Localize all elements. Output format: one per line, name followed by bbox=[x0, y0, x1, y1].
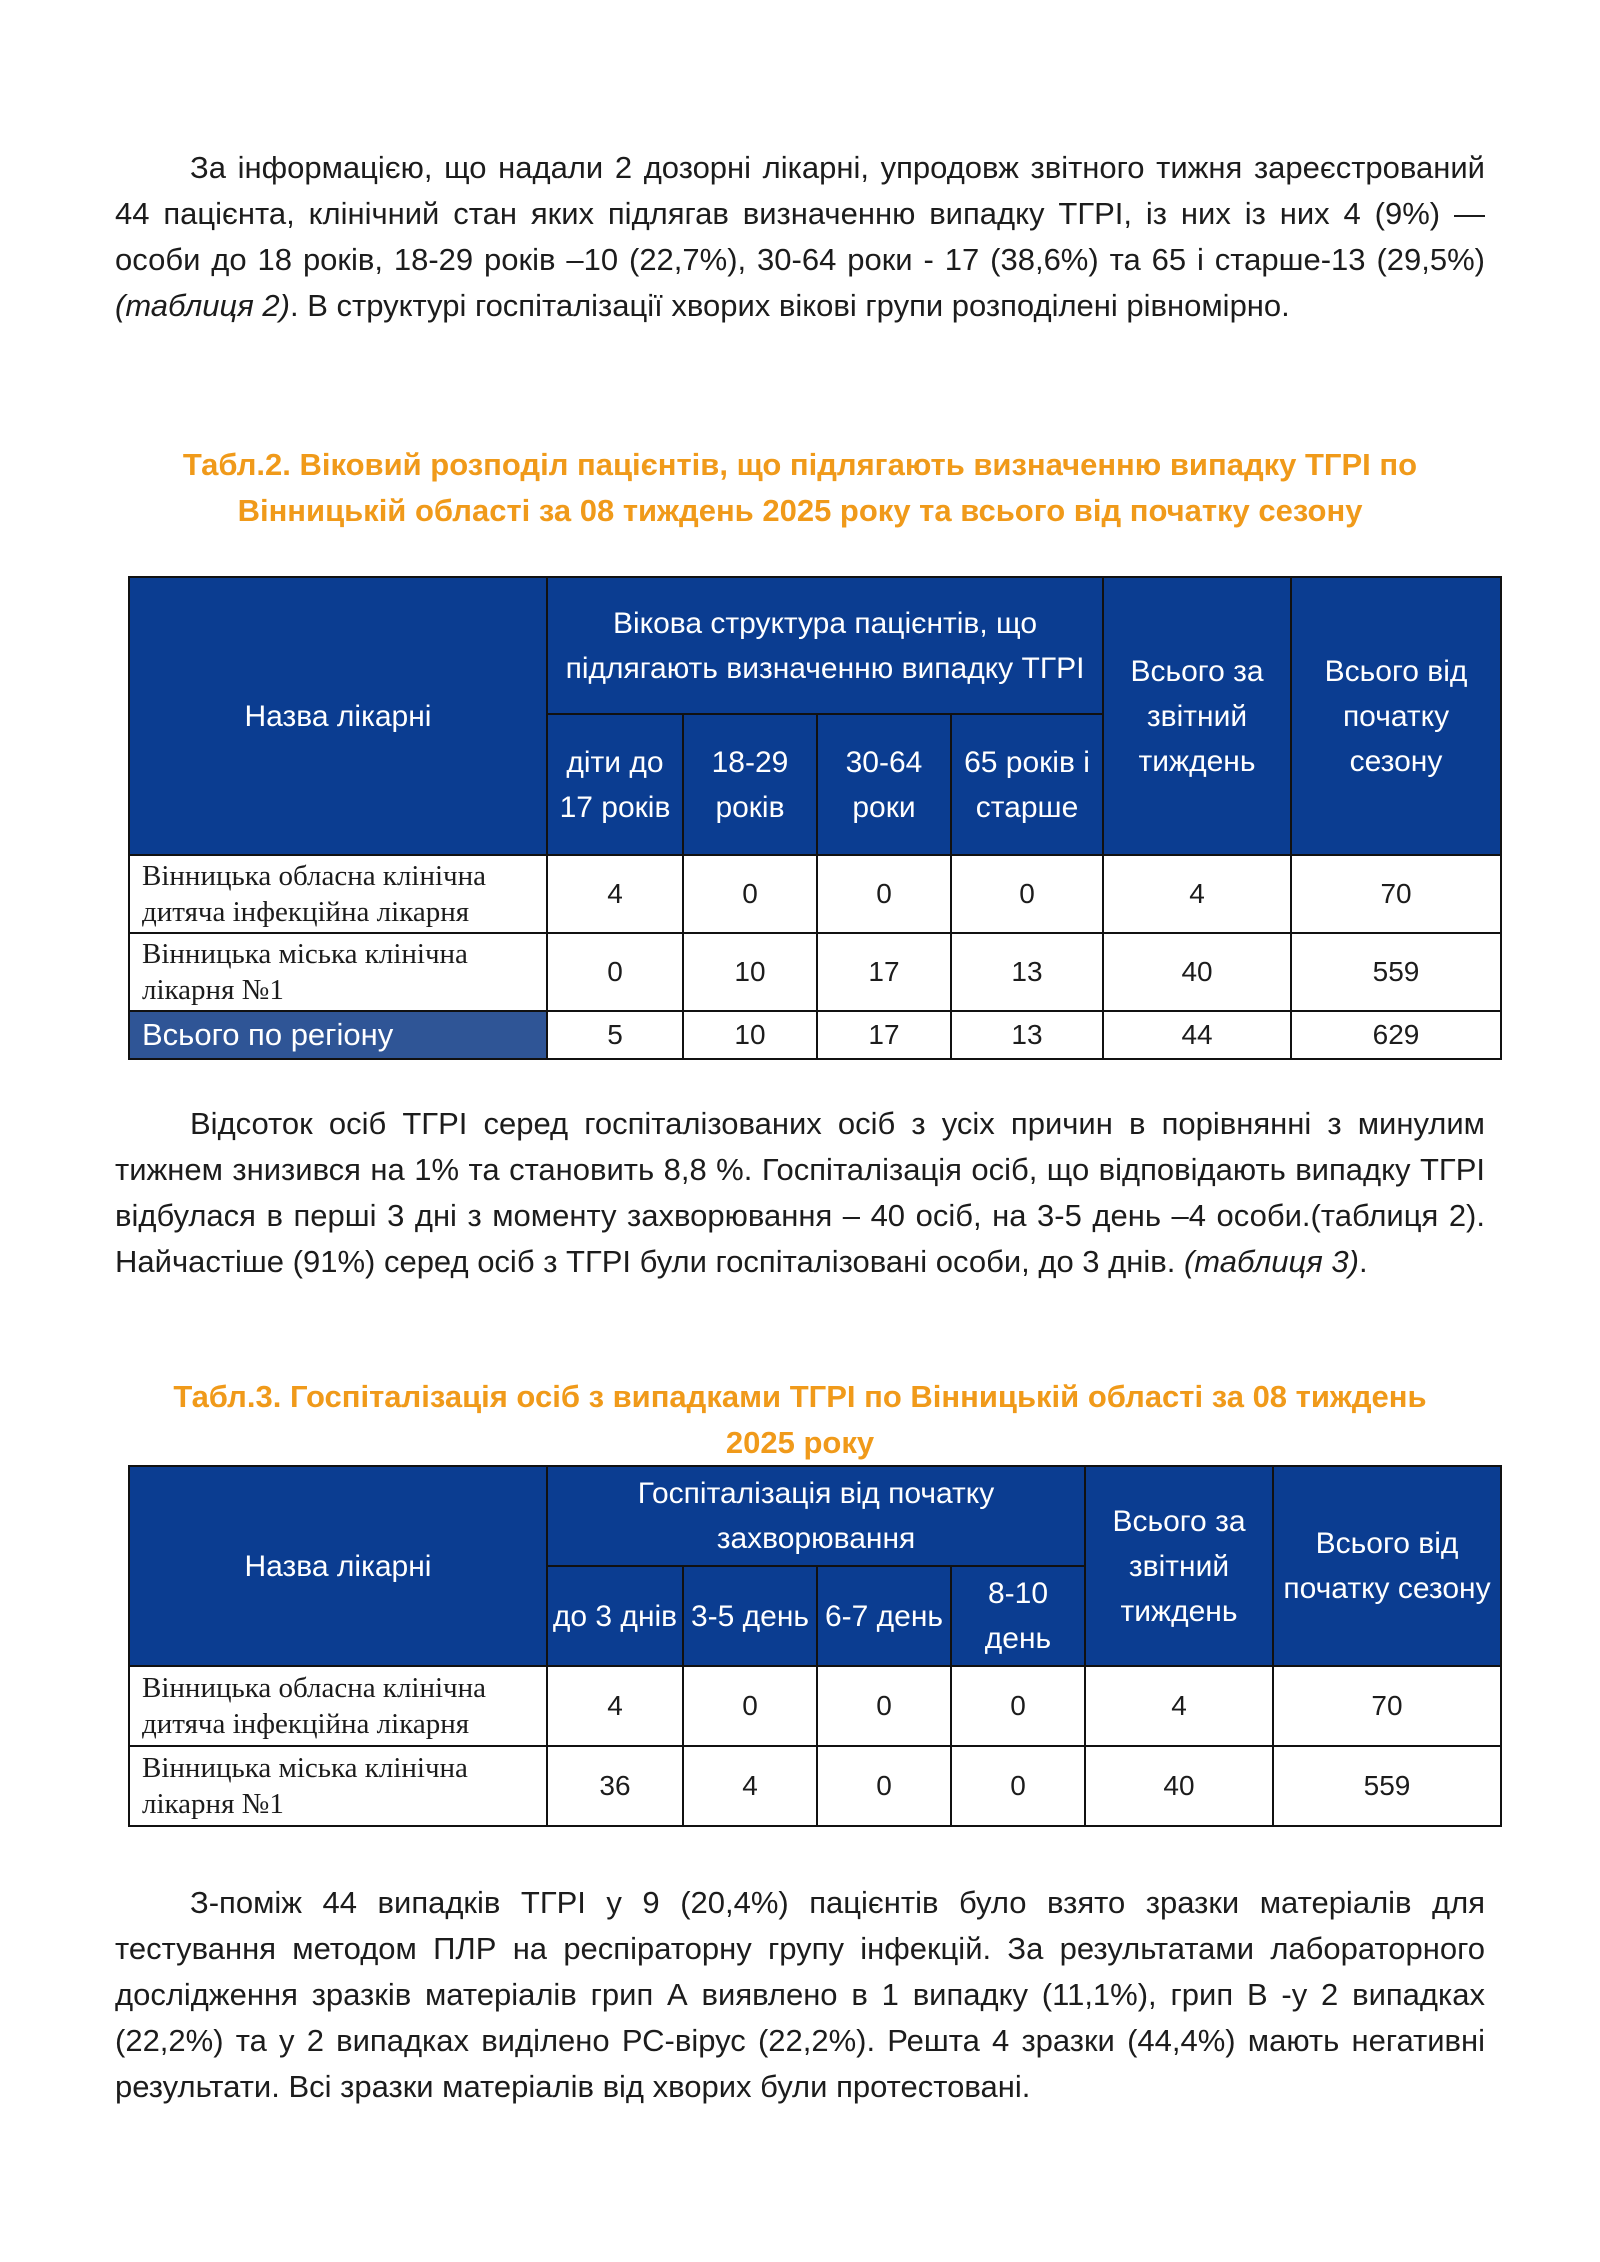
table-2-header-season-total: Всього від початку сезону bbox=[1291, 577, 1501, 855]
paragraph-2-tail: . bbox=[1358, 1244, 1368, 1279]
table-cell: 0 bbox=[547, 933, 683, 1011]
paragraph-1-table-ref: (таблиця 2) bbox=[115, 288, 290, 323]
table-row bbox=[129, 1746, 1501, 1826]
table-cell: 4 bbox=[547, 855, 683, 933]
paragraph-2-text: Відсоток осіб ТГРІ серед госпіталізованих осіб з усіх причин в порівнянні з минулим тижнем знизився на 1% та становить 8,8 %. Госпіталізація осіб, що відповідають випадку ТГРІ відбулася в перші 3 дні з моменту захворювання – 40 осіб, на 3-5 день –4 особи.(таблиця 2). Найчастіше (91%) серед осіб з ТГРІ були госпіталізовані особи, до 3 днів. bbox=[115, 1106, 1485, 1279]
table-3-header-hospitalization: Госпіталізація від початку захворювання bbox=[547, 1466, 1085, 1566]
table-2-header-age-structure: Вікова структура пацієнтів, що підлягають визначенню випадку ТГРІ bbox=[547, 577, 1103, 714]
table-2 bbox=[128, 576, 1502, 1060]
table-cell: 0 bbox=[817, 1746, 951, 1826]
table-cell: 0 bbox=[683, 1666, 817, 1746]
paragraph-1-text: За інформацією, що надали 2 дозорні лікарні, упродовж звітного тижня зареєстрований 44 пацієнта, клінічний стан яких підлягав визначенню випадку ТГРІ, із них із них 4 (9%) — особи до 18 років, 18-29 років –10 (22,7%), 30-64 роки - 17 (38,6%) та 65 і старше-13 (29,5%) bbox=[115, 150, 1485, 277]
paragraph-2 bbox=[115, 1101, 1485, 1285]
table-3-caption-line-2: 2025 року bbox=[725, 1425, 875, 1460]
table-cell: 70 bbox=[1273, 1666, 1501, 1746]
table-cell: 13 bbox=[951, 933, 1103, 1011]
paragraph-1 bbox=[115, 145, 1485, 329]
paragraph-3 bbox=[115, 1880, 1485, 2110]
table-cell: 17 bbox=[817, 1011, 951, 1059]
table-cell: 36 bbox=[547, 1746, 683, 1826]
table-cell: 559 bbox=[1273, 1746, 1501, 1826]
table-3-caption-line-1: Табл.3. Госпіталізація осіб з випадками ТГРІ по Вінницькій області за 08 тиждень bbox=[173, 1379, 1427, 1414]
table-3-caption bbox=[115, 1374, 1485, 1466]
table-2-header-week-total: Всього за звітний тиждень bbox=[1103, 577, 1291, 855]
table-cell: 17 bbox=[817, 933, 951, 1011]
table-row bbox=[129, 855, 1501, 933]
table-cell: 5 bbox=[547, 1011, 683, 1059]
paragraph-2-table-ref: (таблиця 3) bbox=[1183, 1244, 1359, 1279]
table-cell: 70 bbox=[1291, 855, 1501, 933]
table-cell: 0 bbox=[951, 1666, 1085, 1746]
paragraph-1-tail: . В структурі госпіталізації хворих вікові групи розподілені рівномірно. bbox=[289, 288, 1290, 323]
table-cell: 0 bbox=[683, 855, 817, 933]
table-cell: 559 bbox=[1291, 933, 1501, 1011]
table-cell: 44 bbox=[1103, 1011, 1291, 1059]
table-cell: 13 bbox=[951, 1011, 1103, 1059]
table-cell: 10 bbox=[683, 933, 817, 1011]
table-3-subheader-days: 6-7 день bbox=[817, 1566, 951, 1666]
table-cell: 40 bbox=[1085, 1746, 1273, 1826]
table-2-subheader-age: діти до 17 років bbox=[547, 714, 683, 855]
table-2-subheader-age: 18-29 років bbox=[683, 714, 817, 855]
table-cell: 629 bbox=[1291, 1011, 1501, 1059]
table-3-subheader-days: 8-10 день bbox=[951, 1566, 1085, 1666]
table-cell: 4 bbox=[1103, 855, 1291, 933]
table-2-subheader-age: 30-64 роки bbox=[817, 714, 951, 855]
table-cell: 40 bbox=[1103, 933, 1291, 1011]
table-cell: 0 bbox=[817, 855, 951, 933]
paragraph-3-text: З-поміж 44 випадків ТГРІ у 9 (20,4%) пацієнтів було взято зразки матеріалів для тестування методом ПЛР на респіраторну групу інфекцій. За результатами лабораторного дослідження зразків матеріалів грип А виявлено в 1 випадку (11,1%), грип В -у 2 випадках (22,2%) та у 2 випадках виділено РС-вірус (22,2%). Решта 4 зразки (44,4%) мають негативні результати. Всі зразки матеріалів від хворих були протестовані. bbox=[115, 1885, 1485, 2104]
table-cell: 10 bbox=[683, 1011, 817, 1059]
table-3-header-week-total: Всього за звітний тиждень bbox=[1085, 1466, 1273, 1666]
table-3-header-hospital: Назва лікарні bbox=[129, 1466, 547, 1666]
table-3-subheader-days: 3-5 день bbox=[683, 1566, 817, 1666]
table-cell: 0 bbox=[817, 1666, 951, 1746]
hospital-name: Вінницька обласна клінічна дитяча інфекційна лікарня bbox=[129, 855, 547, 933]
table-cell: 0 bbox=[951, 1746, 1085, 1826]
table-cell: 4 bbox=[547, 1666, 683, 1746]
table-2-caption-line-1: Табл.2. Віковий розподіл пацієнтів, що підлягають визначенню випадку ТГРІ по bbox=[182, 447, 1418, 482]
table-3-subheader-days: до 3 днів bbox=[547, 1566, 683, 1666]
table-2-subheader-age: 65 років і старше bbox=[951, 714, 1103, 855]
hospital-name: Вінницька міська клінічна лікарня №1 bbox=[129, 933, 547, 1011]
table-2-header-hospital: Назва лікарні bbox=[129, 577, 547, 855]
hospital-name: Вінницька обласна клінічна дитяча інфекційна лікарня bbox=[129, 1666, 547, 1746]
table-total-row bbox=[129, 1011, 1501, 1059]
hospital-name: Вінницька міська клінічна лікарня №1 bbox=[129, 1746, 547, 1826]
table-3-header-season-total: Всього від початку сезону bbox=[1273, 1466, 1501, 1666]
table-row bbox=[129, 933, 1501, 1011]
table-2-caption bbox=[115, 442, 1485, 534]
table-cell: 4 bbox=[683, 1746, 817, 1826]
region-total-label: Всього по регіону bbox=[129, 1011, 547, 1059]
table-cell: 0 bbox=[951, 855, 1103, 933]
table-row bbox=[129, 1666, 1501, 1746]
table-cell: 4 bbox=[1085, 1666, 1273, 1746]
table-3 bbox=[128, 1465, 1502, 1827]
table-2-caption-line-2: Вінницькій області за 08 тиждень 2025 року та всього від початку сезону bbox=[237, 493, 1363, 528]
